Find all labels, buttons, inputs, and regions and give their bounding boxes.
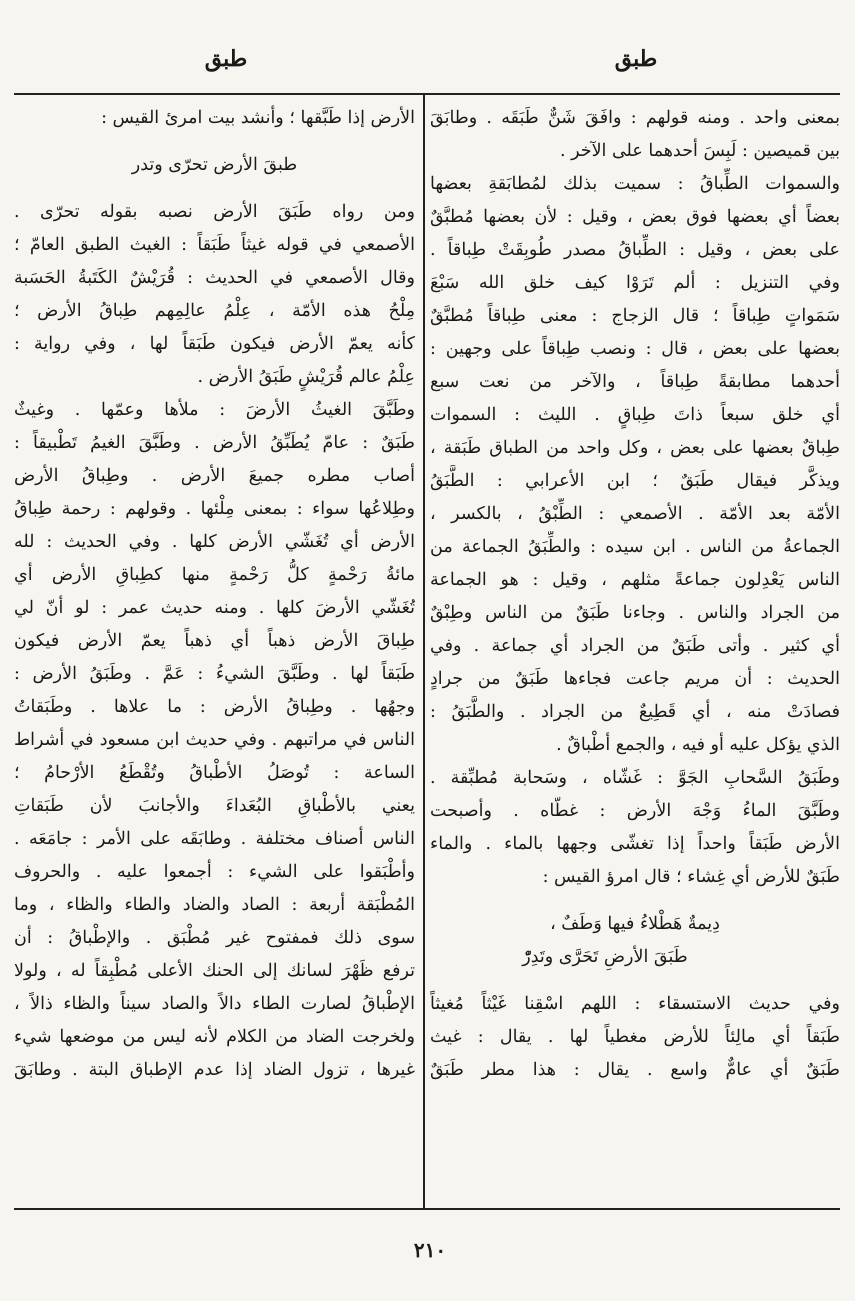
text-line: وفي التنزيل : ألم تَرَوْا كيف خلق الله سَبْعَ (430, 273, 840, 293)
text-line: الساعة : تُوصَلُ الأطْباقُ وتُقْطَعُ الأرْحامُ ؛ (14, 763, 415, 783)
text-line: من الجراد والناس . وجاءنا طَبَقٌ من الناس وطِبْقٌ (430, 603, 840, 623)
text-line: أي خلق سبعاً ذاتَ طِباقٍ . الليث : السموات (430, 405, 840, 425)
text-line: أي كثير . وأتى طَبَقٌ من الجراد أي جماعة . وفي (430, 636, 840, 656)
text-line: بعضها على بعض ، قال : ونصب طِباقاً على وجهين : (430, 339, 840, 359)
text-line: ولخرجت الضاد من الكلام لأنه ليس من موضعها شيء (14, 1027, 415, 1047)
text-line: والسموات الطِّباقُ : سميت بذلك لمُطابَقةِ بعضها (430, 174, 840, 194)
text-line: وأطْبَقوا على الشيء : أجمعوا عليه . والحروف (14, 862, 415, 882)
verse-line: طبقَ الأرض تحرّى وتدر (131, 155, 298, 175)
footer-rule (14, 1208, 840, 1210)
text-line: وطِلاعُها سواء : بمعنى مِلْئها . وقولهم : رحمة طِباقُ (14, 499, 415, 519)
text-line: الأرض إذا طَبَّقها ؛ وأنشد بيت امرئ القيس : (101, 108, 415, 128)
text-line: تُغَشّي الأرضَ كلها . ومنه حديث عمر : لو أنّ لي (14, 598, 415, 618)
text-line: يعني بالأطْباقِ البُعَداءَ والأجانبَ لأن طَبَقاتِ (14, 796, 415, 816)
running-header-left: طبق (204, 46, 248, 72)
spacer (14, 182, 415, 196)
text-line: أصاب مطره جميعَ الأرض . وطِباقُ الأرض (14, 466, 415, 486)
text-line: كأنه يعمّ الأرض فيكون طَبَقاً لها ، وفي رواية : (14, 334, 415, 354)
text-line: الجماعةُ من الناس . ابن سيده : والطِّبَقُ الجماعة من (430, 537, 840, 557)
text-line: وطَبَّقَ الماءُ وَجْهَ الأرض : غطّاه . وأصبحت (430, 801, 840, 821)
column-divider (423, 95, 425, 1208)
text-line: طِباقَ الأرض ذهباً أي ذهباً يعمّ الأرض فيكون (14, 631, 415, 651)
text-line: طِباقٌ بعضها على بعض ، وكل واحد من الطباق طَبَقة ، (430, 438, 840, 458)
text-line: مائةُ رَحْمةٍ كلُّ رَحْمةٍ منها كطِباقِ الأرض أي (14, 565, 415, 585)
text-line: بمعنى واحد . ومنه قولهم : وافَقَ شَنٌّ طَبَقَه . وطابَقَ (430, 108, 840, 128)
text-line: الأمّة بعد الأمّة . الأصمعي : الطِّبْقُ ، بالكسر ، (430, 504, 840, 524)
right-column (430, 102, 840, 1087)
header-rule (14, 93, 840, 95)
left-column (14, 102, 415, 1087)
text-line: وطَبَقُ السَّحابِ الجَوَّ : غَشّاه ، وسَحابة مُطبِّقة . (430, 768, 840, 788)
verse-line: دِيمةٌ هَطْلاءُ فيها وَطَفٌ ، (550, 914, 720, 934)
text-line: وجهُها . وطِباقُ الأرض : ما علاها . وطَبَقاتُ (14, 697, 415, 717)
text-line: سَمَواتٍ طِباقاً ؛ قال الزجاج : معنى طِباقاً مُطبَّقٌ (430, 306, 840, 326)
text-line: الناس أصناف مختلفة . وطابَقَه على الأمر : جامَعَه . (14, 829, 415, 849)
text-line: الأرض طَبَقاً واحداً إذا تغشّى وجهها بالماء . والماء (430, 834, 840, 854)
text-line: على بعض ، وقيل : الطِّباقُ مصدر طُوبِقَتْ طِباقاً . (430, 240, 840, 260)
running-header-right: طبق (614, 46, 658, 72)
text-line: الأصمعي في قوله غيثاً طَبَقاً : الغيث الطبق العامّ ؛ (14, 235, 415, 255)
text-line: طَبَقٌ أي عامٌّ واسع . يقال : هذا مطر طَبَقٌ (430, 1060, 840, 1080)
text-line: طَبَقٌ : عامّ يُطَبِّقُ الأرض . وطَبَّقَ الغيمُ تَطْبيقاً : (14, 433, 415, 453)
text-line: ويذكَّر فيقال طَبَقٌ ؛ ابن الأعرابي : الطَّبَقُ (430, 471, 840, 491)
text-line: أحدهما مطابقةً طِباقاً ، والآخر من نعت سبع (430, 372, 840, 392)
text-line: سوى ذلك فمفتوح غير مُطْبَق . والإطْباقُ : أن (14, 928, 415, 948)
text-line: بعضاً أي بعضها فوق بعض ، وقيل : لأن بعضها مُطبَّقٌ (430, 207, 840, 227)
text-line: الناس في مراتبهم . وفي حديث ابن مسعود في أشراط (14, 730, 415, 750)
text-line: الحديث : أن مريم جاعت فجاءها طَبَقٌ من جرادٍ (430, 669, 840, 689)
text-line: ومن رواه طَبَقَ الأرض نصبه بقوله تحرّى . (14, 202, 415, 222)
text-line: طَبَقاً أي مالِئاً للأرض مغطياً لها . يقال : غيث (430, 1027, 840, 1047)
page-number: ٢١٠ (413, 1238, 447, 1262)
text-line: ترفع ظَهْرَ لسانك إلى الحنك الأعلى مُطْبِقاً له ، ولولا (14, 961, 415, 981)
text-line: مِلْحُ هذه الأمّة ، عِلْمُ عالِمِهم طِباقُ الأرض ؛ (14, 301, 415, 321)
text-line: الذي يؤكل عليه أو فيه ، والجمع أطْباقٌ . (556, 735, 840, 755)
text-line: طَبَقٌ للأرض أي غِشاء ؛ قال امرؤ القيس : (542, 867, 840, 887)
text-line: وقال الأصمعي في الحديث : قُرَيْشٌ الكَتَبةُ الحَسَبة (14, 268, 415, 288)
text-line: بين قميصين : لَبِسَ أحدهما على الآخر . (559, 141, 840, 161)
text-line: طَبَقاً لها . وطَبَّقَ الشيءُ : عَمَّ . وطَبَقُ الأرض : (14, 664, 415, 684)
text-line: الإطْباقُ لصارت الطاء دالاً والصاد سيناً والظاء ذالاً ، (14, 994, 415, 1014)
spacer (430, 974, 840, 988)
spacer (14, 135, 415, 149)
text-line: وفي حديث الاستسقاء : اللهم اسْقِنا غَيْثاً مُغيثاً (430, 994, 840, 1014)
text-line: المُطْبَقة أربعة : الصاد والضاد والطاء والظاء ، وما (14, 895, 415, 915)
text-line: عِلْمُ عالم قُرَيْشٍ طَبَقُ الأرض . (197, 367, 415, 387)
spacer (430, 894, 840, 908)
verse-line: طَبَقَ الأرضِ تَحَرَّى وتَدِرّْ (522, 947, 688, 967)
text-line: غيرها ، تزول الضاد إذا عدم الإطباق البتة . وطابَقَ (14, 1060, 415, 1080)
text-line: فصادَتْ منه ، أي قَطِيعٌ من الجراد . والطَّبَقُ : (430, 702, 840, 722)
text-line: الناس يَعْدِلون جماعةً مثلهم ، وقيل : هو الجماعة (430, 570, 840, 590)
text-line: الأرض أي تُغَشّي الأرض كلها . وفي الحديث : لله (14, 532, 415, 552)
text-line: وطَبَّقَ الغيثُ الأرضَ : ملأها وعمّها . وغيثٌ (14, 400, 415, 420)
